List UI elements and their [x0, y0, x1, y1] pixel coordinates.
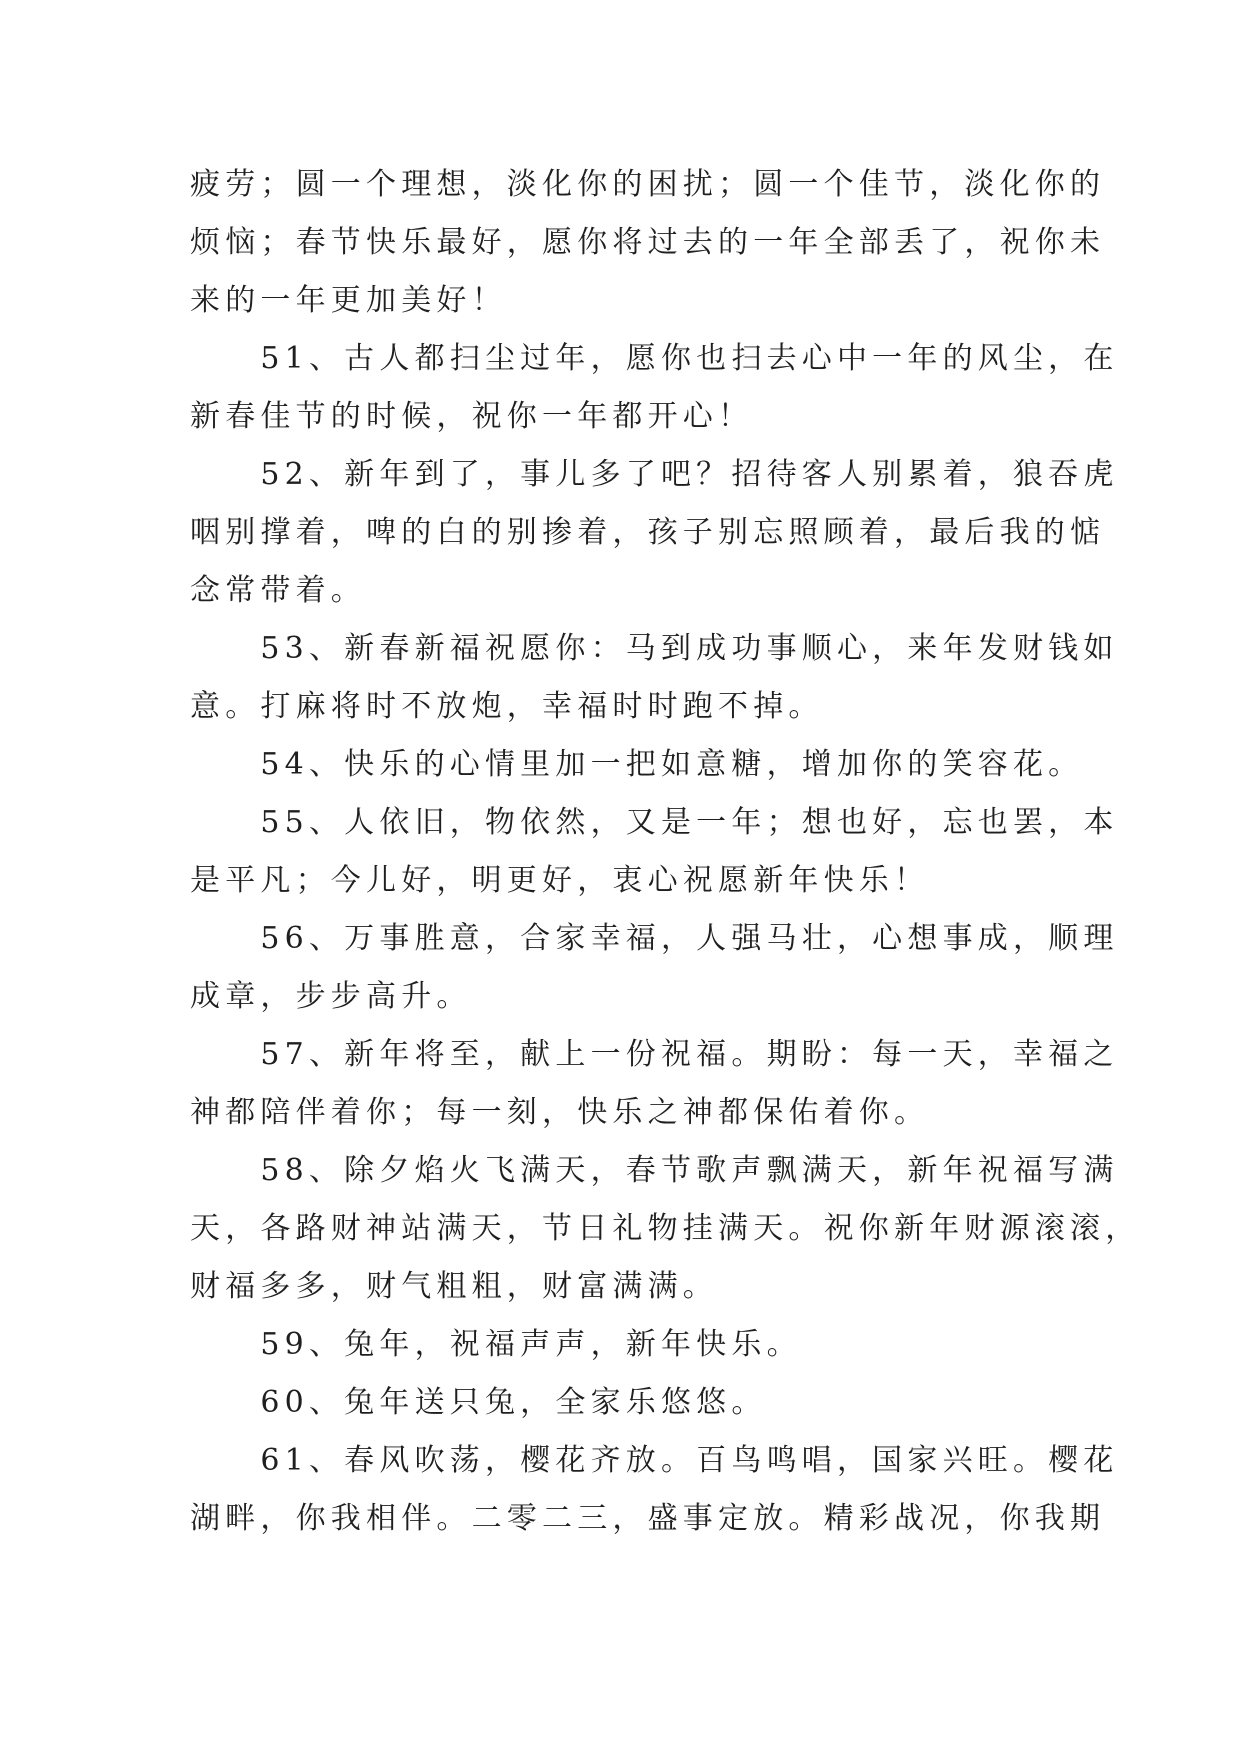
- text-line: 念常带着。: [190, 573, 366, 608]
- text-line: 61、春风吹荡，樱花齐放。百鸟鸣唱，国家兴旺。樱花: [190, 1443, 1119, 1478]
- text-line: 59、兔年，祝福声声，新年快乐。: [190, 1327, 802, 1362]
- paragraph-54: [190, 736, 1084, 794]
- text-line: 54、快乐的心情里加一把如意糖，增加你的笑容花。: [190, 747, 1084, 782]
- paragraph-59: [190, 1316, 1050, 1374]
- text-line: 51、古人都扫尘过年，愿你也扫去心中一年的风尘，在: [190, 341, 1119, 376]
- text-line: 财福多多，财气粗粗，财富满满。: [190, 1269, 718, 1304]
- text-line: 成章，步步高升。: [190, 979, 472, 1014]
- text-line: 来的一年更加美好！: [190, 283, 507, 318]
- text-line: 55、人依旧，物依然，又是一年；想也好，忘也罢，本: [190, 805, 1119, 840]
- text-line: 52、新年到了，事儿多了吧？招待客人别累着，狼吞虎: [190, 457, 1119, 492]
- paragraph-60: [190, 1374, 1050, 1432]
- text-line: 58、除夕焰火飞满天，春节歌声飘满天，新年祝福写满: [190, 1153, 1119, 1188]
- text-line: 疲劳；圆一个理想，淡化你的困扰；圆一个佳节，淡化你的: [190, 167, 1106, 202]
- text-line: 新春佳节的时候，祝你一年都开心！: [190, 399, 754, 434]
- text-line: 53、新春新福祝愿你：马到成功事顺心，来年发财钱如: [190, 631, 1119, 666]
- text-line: 是平凡；今儿好，明更好，衷心祝愿新年快乐！: [190, 863, 930, 898]
- text-line: 56、万事胜意，合家幸福，人强马壮，心想事成，顺理: [190, 921, 1119, 956]
- text-line: 烦恼；春节快乐最好，愿你将过去的一年全部丢了，祝你未: [190, 225, 1106, 260]
- text-line: 神都陪伴着你；每一刻，快乐之神都保佑着你。: [190, 1095, 930, 1130]
- text-line: 57、新年将至，献上一份祝福。期盼：每一天，幸福之: [190, 1037, 1119, 1072]
- paragraph-61: [190, 1432, 1119, 1548]
- paragraph-55: [190, 794, 1119, 910]
- text-line: 意。打麻将时不放炮，幸福时时跑不掉。: [190, 689, 824, 724]
- paragraph-51: [190, 330, 1119, 446]
- text-line: 咽别撑着，啤的白的别掺着，孩子别忘照顾着，最后我的惦: [190, 515, 1106, 550]
- text-line: 60、兔年送只兔，全家乐悠悠。: [190, 1385, 767, 1420]
- paragraph-58: [190, 1142, 1141, 1316]
- text-line: 天，各路财神站满天，节日礼物挂满天。祝你新年财源滚滚，: [190, 1211, 1141, 1246]
- paragraph-56: [190, 910, 1119, 1026]
- paragraph-50-continuation: [190, 156, 1106, 330]
- paragraph-57: [190, 1026, 1119, 1142]
- paragraph-53: [190, 620, 1119, 736]
- paragraph-52: [190, 446, 1119, 620]
- text-line: 湖畔，你我相伴。二零二三，盛事定放。精彩战况，你我期: [190, 1501, 1106, 1536]
- document-body: [190, 156, 1141, 1548]
